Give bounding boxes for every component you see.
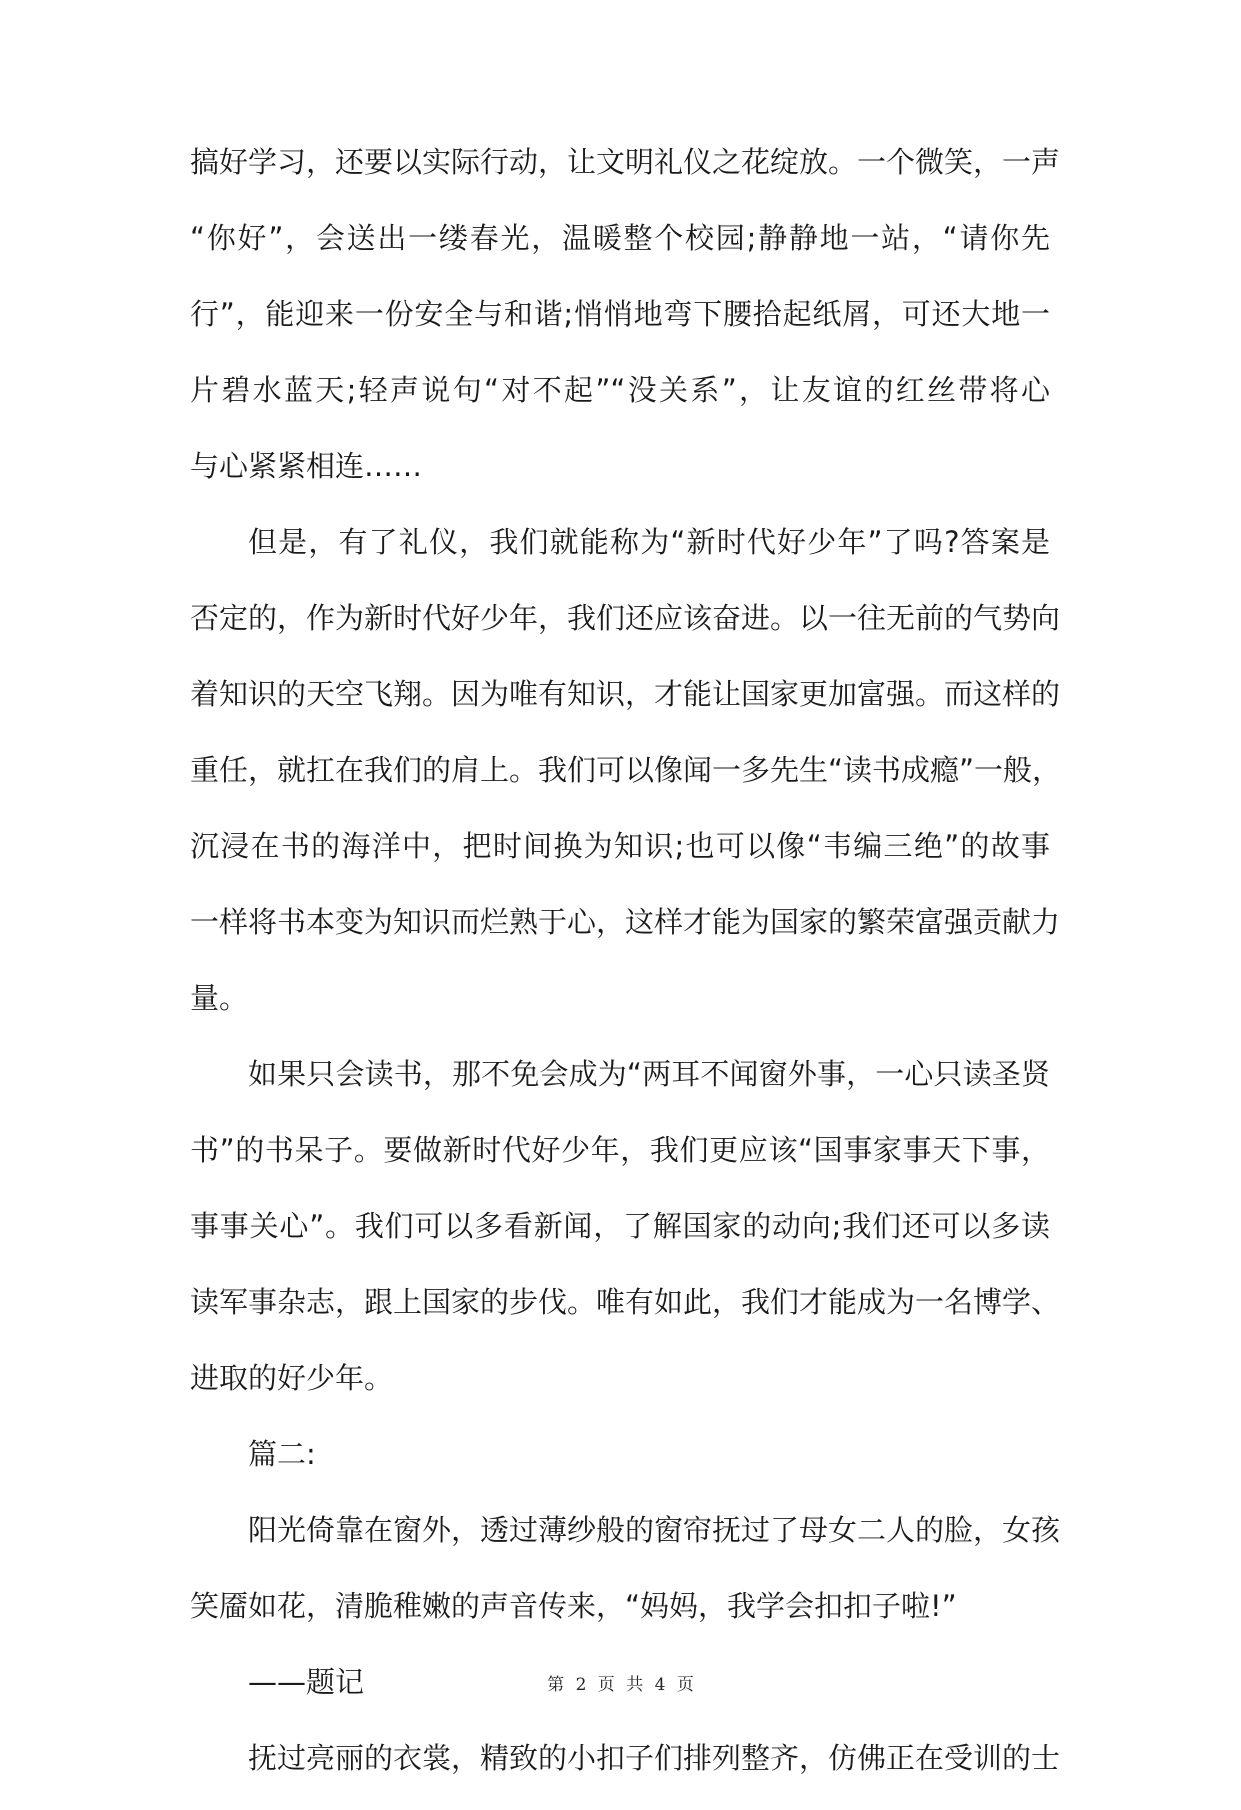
paragraph-start-line: 阳光倚靠在窗外，透过薄纱般的窗帘抚过了母女二人的脸，女孩	[248, 1513, 1061, 1547]
text-line: 进取的好少年。	[190, 1361, 394, 1395]
epigraph-attribution: ——题记	[248, 1665, 365, 1699]
text-line: 否定的，作为新时代好少年，我们还应该奋进。以一往无前的气势向	[190, 601, 1061, 635]
paragraph-start-line: 如果只会读书，那不免会成为“两耳不闻窗外事，一心只读圣贤	[248, 1057, 1050, 1091]
text-line: 事事关心”。我们可以多看新闻，了解国家的动向;我们还可以多读	[190, 1209, 1050, 1243]
paragraph-start-line: 抚过亮丽的衣裳，精致的小扣子们排列整齐，仿佛正在受训的士	[248, 1741, 1061, 1775]
text-line: “你好”，会送出一缕春光，温暖整个校园;静静地一站，“请你先	[190, 221, 1050, 255]
text-line: 重任，就扛在我们的肩上。我们可以像闻一多先生“读书成瘾”一般，	[190, 753, 1062, 787]
page-number-footer: 第 2 页 共 4 页	[547, 1675, 694, 1695]
section-heading: 篇二:	[248, 1437, 316, 1471]
text-line: 搞好学习，还要以实际行动，让文明礼仪之花绽放。一个微笑，一声	[190, 145, 1061, 179]
text-line: 一样将书本变为知识而烂熟于心，这样才能为国家的繁荣富强贡献力	[190, 905, 1061, 939]
text-line: 沉浸在书的海洋中，把时间换为知识;也可以像“韦编三绝”的故事	[190, 829, 1050, 863]
document-body	[190, 138, 1062, 1810]
paragraph-start-line: 但是，有了礼仪，我们就能称为“新时代好少年”了吗?答案是	[248, 525, 1050, 559]
text-line: 读军事杂志，跟上国家的步伐。唯有如此，我们才能成为一名博学、	[190, 1285, 1061, 1319]
text-line: 笑靥如花，清脆稚嫩的声音传来，“妈妈，我学会扣扣子啦!”	[190, 1589, 957, 1623]
text-line: 行”，能迎来一份安全与和谐;悄悄地弯下腰拾起纸屑，可还大地一	[190, 297, 1050, 331]
text-line: 书”的书呆子。要做新时代好少年，我们更应该“国事家事天下事，	[190, 1133, 1050, 1167]
text-line: 片碧水蓝天;轻声说句“对不起”“没关系”，让友谊的红丝带将心	[190, 373, 1050, 407]
text-line: 量。	[190, 981, 249, 1015]
text-line: 与心紧紧相连……	[190, 449, 423, 483]
text-line: 着知识的天空飞翔。因为唯有知识，才能让国家更加富强。而这样的	[190, 677, 1061, 711]
